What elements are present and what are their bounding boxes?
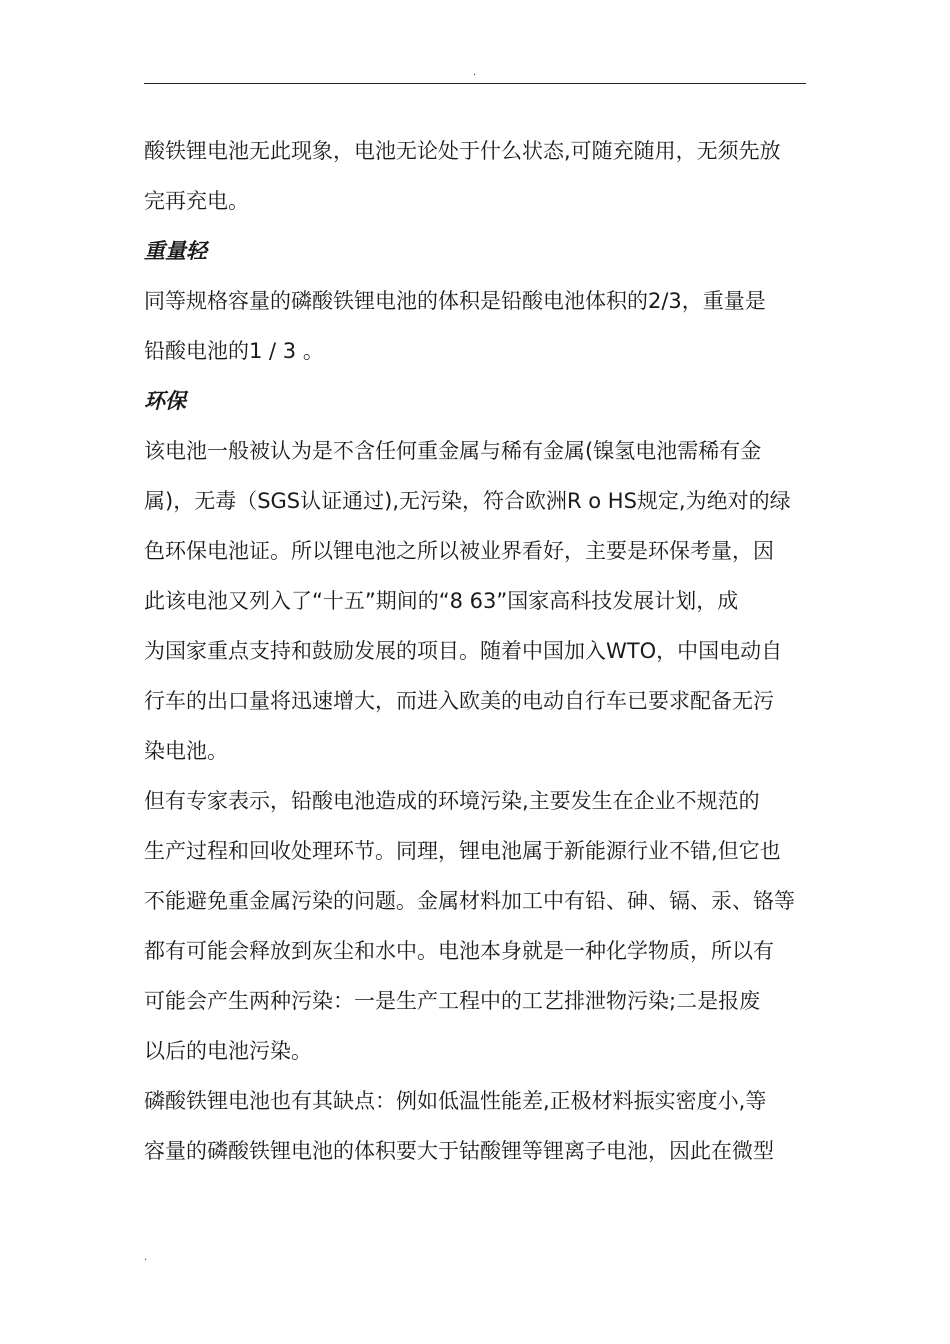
text-line: 酸铁锂电池无此现象，电池无论处于什么状态,可随充随用，无须先放 <box>144 139 781 163</box>
text-line: 此该电池又列入了“十五”期间的“8 63”国家高科技发展计划，成 <box>144 589 739 613</box>
text-line: 可能会产生两种污染：一是生产工程中的工艺排泄物污染;二是报废 <box>144 989 761 1013</box>
text-line: 磷酸铁锂电池也有其缺点：例如低温性能差,正极材料振实密度小,等 <box>144 1089 767 1113</box>
text-line: 属)，无毒（SGS认证通过),无污染，符合欧洲R o HS规定,为绝对的绿 <box>144 489 791 513</box>
heading-eco: 环保 <box>144 389 186 413</box>
text-line: 都有可能会释放到灰尘和水中。电池本身就是一种化学物质，所以有 <box>144 939 774 963</box>
heading-light-weight: 重量轻 <box>144 239 207 263</box>
text-line: 容量的磷酸铁锂电池的体积要大于钴酸锂等锂离子电池，因此在微型 <box>144 1139 774 1163</box>
text-line: 同等规格容量的磷酸铁锂电池的体积是铅酸电池体积的2/3，重量是 <box>144 289 766 313</box>
footer-mark: . <box>144 1252 148 1263</box>
text-line: 该电池一般被认为是不含任何重金属与稀有金属(镍氢电池需稀有金 <box>144 439 762 463</box>
text-line: 生产过程和回收处理环节。同理，锂电池属于新能源行业不错,但它也 <box>144 839 781 863</box>
text-line: 但有专家表示，铅酸电池造成的环境污染,主要发生在企业不规范的 <box>144 789 760 813</box>
header-rule <box>144 83 806 84</box>
document-body <box>144 126 810 1176</box>
text-line: 行车的出口量将迅速增大，而进入欧美的电动自行车已要求配备无污 <box>144 689 774 713</box>
text-line: 色环保电池证。所以锂电池之所以被业界看好，主要是环保考量，因 <box>144 539 774 563</box>
text-line: 不能避免重金属污染的问题。金属材料加工中有铅、砷、镉、汞、铬等 <box>144 889 795 913</box>
text-line: 铅酸电池的1 / 3 。 <box>144 339 324 363</box>
text-line: 为国家重点支持和鼓励发展的项目。随着中国加入WTO，中国电动自 <box>144 639 783 663</box>
text-line: 完再充电。 <box>144 189 249 213</box>
text-line: 以后的电池污染。 <box>144 1039 312 1063</box>
paragraph-expert-opinion <box>144 776 810 1076</box>
paragraph-eco <box>144 426 810 776</box>
paragraph-intro-continued <box>144 126 810 226</box>
paragraph-light-weight <box>144 276 810 376</box>
header-mark: . <box>473 67 477 78</box>
text-line: 染电池。 <box>144 739 228 763</box>
paragraph-drawbacks <box>144 1076 810 1176</box>
